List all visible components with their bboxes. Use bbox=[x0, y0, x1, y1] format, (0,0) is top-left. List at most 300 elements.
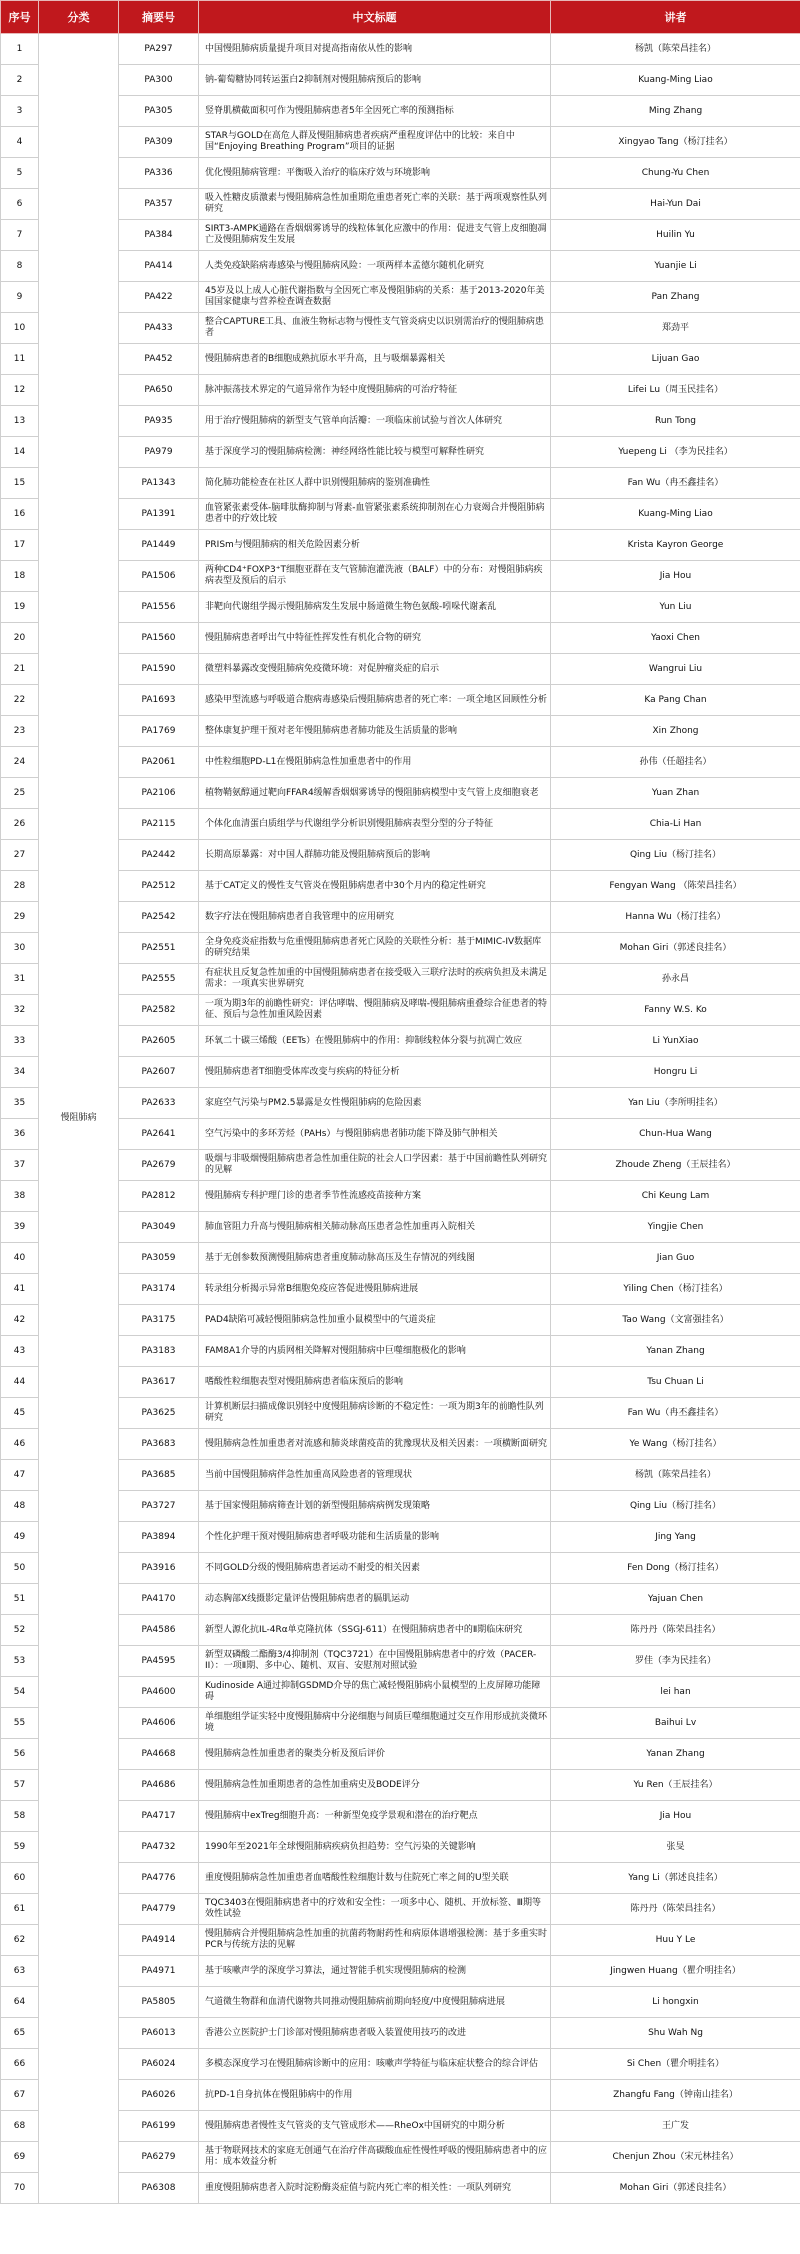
abstract-title: 全身免疫炎症指数与危重慢阻肺病患者死亡风险的关联性分析：基于MIMIC-IV数据库的研究结果 bbox=[199, 933, 551, 964]
speaker-name: Fen Dong（杨汀挂名） bbox=[551, 1553, 800, 1584]
table-row bbox=[1, 1770, 800, 1801]
speaker-name: Tsu Chuan Li bbox=[551, 1367, 800, 1398]
abstract-title: 吸烟与非吸烟慢阻肺病患者急性加重住院的社会人口学因素：基于中国前瞻性队列研究的见解 bbox=[199, 1150, 551, 1181]
row-number: 22 bbox=[1, 685, 39, 716]
row-number: 32 bbox=[1, 995, 39, 1026]
abstract-id: PA422 bbox=[119, 282, 199, 313]
row-number: 11 bbox=[1, 344, 39, 375]
abstract-title: 环氧二十碳三烯酸（EETs）在慢阻肺病中的作用：抑制线粒体分裂与抗凋亡效应 bbox=[199, 1026, 551, 1057]
abstract-id: PA4717 bbox=[119, 1801, 199, 1832]
row-number: 5 bbox=[1, 158, 39, 189]
table-row bbox=[1, 127, 800, 158]
row-number: 57 bbox=[1, 1770, 39, 1801]
table-row bbox=[1, 809, 800, 840]
abstract-id: PA4971 bbox=[119, 1956, 199, 1987]
abstract-title: 吸入性糖皮质激素与慢阻肺病急性加重期危重患者死亡率的关联：基于两项观察性队列研究 bbox=[199, 189, 551, 220]
abstract-id: PA2551 bbox=[119, 933, 199, 964]
speaker-name: Hanna Wu（杨汀挂名） bbox=[551, 902, 800, 933]
abstract-id: PA3625 bbox=[119, 1398, 199, 1429]
speaker-name: Baihui Lv bbox=[551, 1708, 800, 1739]
row-number: 15 bbox=[1, 468, 39, 499]
category-cell: 慢阻肺病 bbox=[39, 34, 119, 2204]
abstract-id: PA5805 bbox=[119, 1987, 199, 2018]
table-row bbox=[1, 1987, 800, 2018]
row-number: 25 bbox=[1, 778, 39, 809]
abstract-id: PA1506 bbox=[119, 561, 199, 592]
abstract-id: PA2607 bbox=[119, 1057, 199, 1088]
table-row bbox=[1, 1336, 800, 1367]
row-number: 14 bbox=[1, 437, 39, 468]
abstract-id: PA3049 bbox=[119, 1212, 199, 1243]
abstract-id: PA2633 bbox=[119, 1088, 199, 1119]
speaker-name: Si Chen（瞿介明挂名） bbox=[551, 2049, 800, 2080]
table-row bbox=[1, 1584, 800, 1615]
speaker-name: Jing Yang bbox=[551, 1522, 800, 1553]
speaker-name: Zhangfu Fang（钟南山挂名） bbox=[551, 2080, 800, 2111]
row-number: 46 bbox=[1, 1429, 39, 1460]
row-number: 39 bbox=[1, 1212, 39, 1243]
row-number: 64 bbox=[1, 1987, 39, 2018]
abstract-id: PA433 bbox=[119, 313, 199, 344]
abstract-title: PRISm与慢阻肺病的相关危险因素分析 bbox=[199, 530, 551, 561]
table-row bbox=[1, 747, 800, 778]
row-number: 58 bbox=[1, 1801, 39, 1832]
table-header-row bbox=[1, 1, 800, 34]
abstract-title: 感染甲型流感与呼吸道合胞病毒感染后慢阻肺病患者的死亡率：一项全地区回顾性分析 bbox=[199, 685, 551, 716]
row-number: 51 bbox=[1, 1584, 39, 1615]
table-row bbox=[1, 530, 800, 561]
row-number: 31 bbox=[1, 964, 39, 995]
table-row bbox=[1, 1057, 800, 1088]
abstract-title: 慢阻肺病合并慢阻肺病急性加重的抗菌药物耐药性和病原体谱增强检测：基于多重实时PCR与传统方法的见解 bbox=[199, 1925, 551, 1956]
table-row bbox=[1, 778, 800, 809]
row-number: 40 bbox=[1, 1243, 39, 1274]
row-number: 55 bbox=[1, 1708, 39, 1739]
abstract-id: PA4686 bbox=[119, 1770, 199, 1801]
speaker-name: Yang Li（郭述良挂名） bbox=[551, 1863, 800, 1894]
table-row bbox=[1, 251, 800, 282]
abstract-id: PA2641 bbox=[119, 1119, 199, 1150]
table-row bbox=[1, 1894, 800, 1925]
abstract-id: PA4668 bbox=[119, 1739, 199, 1770]
row-number: 6 bbox=[1, 189, 39, 220]
table-row bbox=[1, 96, 800, 127]
row-number: 19 bbox=[1, 592, 39, 623]
table-row bbox=[1, 1832, 800, 1863]
table-row bbox=[1, 1429, 800, 1460]
abstract-title: 两种CD4⁺FOXP3⁺T细胞亚群在支气管肺泡灌洗液（BALF）中的分布：对慢阻肺病疾病表型及预后的启示 bbox=[199, 561, 551, 592]
speaker-name: 孙伟（任超挂名） bbox=[551, 747, 800, 778]
row-number: 21 bbox=[1, 654, 39, 685]
table-row bbox=[1, 1553, 800, 1584]
row-number: 3 bbox=[1, 96, 39, 127]
row-number: 30 bbox=[1, 933, 39, 964]
abstract-title: 数字疗法在慢阻肺病患者自我管理中的应用研究 bbox=[199, 902, 551, 933]
speaker-name: Hongru Li bbox=[551, 1057, 800, 1088]
row-number: 33 bbox=[1, 1026, 39, 1057]
table-row bbox=[1, 499, 800, 530]
row-number: 43 bbox=[1, 1336, 39, 1367]
abstract-id: PA1560 bbox=[119, 623, 199, 654]
speaker-name: Xingyao Tang（杨汀挂名） bbox=[551, 127, 800, 158]
speaker-name: 杨凯（陈荣昌挂名） bbox=[551, 34, 800, 65]
abstract-title: 基于物联网技术的家庭无创通气在治疗伴高碳酸血症性慢性呼吸的慢阻肺病患者中的应用：成本效益分析 bbox=[199, 2142, 551, 2173]
abstract-id: PA6199 bbox=[119, 2111, 199, 2142]
speaker-name: Yuan Zhan bbox=[551, 778, 800, 809]
abstract-id: PA3183 bbox=[119, 1336, 199, 1367]
table-row bbox=[1, 375, 800, 406]
speaker-name: 罗佳（李为民挂名） bbox=[551, 1646, 800, 1677]
table-row bbox=[1, 1460, 800, 1491]
abstract-id: PA979 bbox=[119, 437, 199, 468]
abstract-title: 个体化血清蛋白质组学与代谢组学分析识别慢阻肺病表型分型的分子特征 bbox=[199, 809, 551, 840]
speaker-name: Jingwen Huang（瞿介明挂名） bbox=[551, 1956, 800, 1987]
abstract-id: PA2442 bbox=[119, 840, 199, 871]
table-row bbox=[1, 1026, 800, 1057]
table-row bbox=[1, 1739, 800, 1770]
table-row bbox=[1, 282, 800, 313]
table-row bbox=[1, 654, 800, 685]
speaker-name: 孙永昌 bbox=[551, 964, 800, 995]
abstract-id: PA414 bbox=[119, 251, 199, 282]
abstract-title: SIRT3-AMPK通路在香烟烟雾诱导的线粒体氧化应激中的作用：促进支气管上皮细胞凋亡及慢阻肺病发生发展 bbox=[199, 220, 551, 251]
table-row bbox=[1, 1615, 800, 1646]
table-row bbox=[1, 1274, 800, 1305]
abstract-id: PA935 bbox=[119, 406, 199, 437]
abstract-id: PA4779 bbox=[119, 1894, 199, 1925]
speaker-name: 陈丹丹（陈荣昌挂名） bbox=[551, 1894, 800, 1925]
row-number: 9 bbox=[1, 282, 39, 313]
abstract-id: PA297 bbox=[119, 34, 199, 65]
abstract-title: FAM8A1介导的内质网相关降解对慢阻肺病中巨噬细胞极化的影响 bbox=[199, 1336, 551, 1367]
abstract-title: 慢阻肺病急性加重患者对流感和肺炎球菌疫苗的犹豫现状及相关因素：一项横断面研究 bbox=[199, 1429, 551, 1460]
abstract-id: PA2555 bbox=[119, 964, 199, 995]
abstract-id: PA2061 bbox=[119, 747, 199, 778]
speaker-name: Run Tong bbox=[551, 406, 800, 437]
table-body bbox=[1, 34, 800, 2204]
header-speaker: 讲者 bbox=[551, 1, 800, 34]
speaker-name: Xin Zhong bbox=[551, 716, 800, 747]
speaker-name: Chun-Hua Wang bbox=[551, 1119, 800, 1150]
row-number: 18 bbox=[1, 561, 39, 592]
abstract-id: PA3683 bbox=[119, 1429, 199, 1460]
abstract-id: PA1693 bbox=[119, 685, 199, 716]
speaker-name: Kuang-Ming Liao bbox=[551, 65, 800, 96]
abstract-title: 微塑料暴露改变慢阻肺病免疫微环境：对促肿瘤炎症的启示 bbox=[199, 654, 551, 685]
table-row bbox=[1, 1956, 800, 1987]
abstract-title: 转录组分析揭示异常B细胞免疫应答促进慢阻肺病进展 bbox=[199, 1274, 551, 1305]
speaker-name: Yuanjie Li bbox=[551, 251, 800, 282]
abstract-title: 简化肺功能检查在社区人群中识别慢阻肺病的鉴别准确性 bbox=[199, 468, 551, 499]
abstract-title: 整合CAPTURE工具、血液生物标志物与慢性支气管炎病史以识别需治疗的慢阻肺病患者 bbox=[199, 313, 551, 344]
abstract-id: PA4776 bbox=[119, 1863, 199, 1894]
abstract-title: 竖脊肌横截面积可作为慢阻肺病患者5年全因死亡率的预测指标 bbox=[199, 96, 551, 127]
abstract-title: 脉冲振荡技术界定的气道异常作为轻中度慢阻肺病的可治疗特征 bbox=[199, 375, 551, 406]
row-number: 1 bbox=[1, 34, 39, 65]
row-number: 20 bbox=[1, 623, 39, 654]
abstract-title: 血管紧张素受体-脑啡肽酶抑制与肾素-血管紧张素系统抑制剂在心力衰竭合并慢阻肺病患者中的疗效比较 bbox=[199, 499, 551, 530]
abstract-id: PA3894 bbox=[119, 1522, 199, 1553]
speaker-name: Huilin Yu bbox=[551, 220, 800, 251]
row-number: 48 bbox=[1, 1491, 39, 1522]
abstract-title: 用于治疗慢阻肺病的新型支气管单向活瓣：一项临床前试验与首次人体研究 bbox=[199, 406, 551, 437]
row-number: 47 bbox=[1, 1460, 39, 1491]
abstract-title: PAD4缺陷可减轻慢阻肺病急性加重小鼠模型中的气道炎症 bbox=[199, 1305, 551, 1336]
row-number: 52 bbox=[1, 1615, 39, 1646]
row-number: 62 bbox=[1, 1925, 39, 1956]
speaker-name: Qing Liu（杨汀挂名） bbox=[551, 1491, 800, 1522]
row-number: 29 bbox=[1, 902, 39, 933]
speaker-name: Lijuan Gao bbox=[551, 344, 800, 375]
speaker-name: Li YunXiao bbox=[551, 1026, 800, 1057]
abstract-title: 基于咳嗽声学的深度学习算法，通过智能手机实现慢阻肺病的检测 bbox=[199, 1956, 551, 1987]
row-number: 61 bbox=[1, 1894, 39, 1925]
table-row bbox=[1, 561, 800, 592]
abstract-title: 钠-葡萄糖协同转运蛋白2抑制剂对慢阻肺病预后的影响 bbox=[199, 65, 551, 96]
abstract-title: 重度慢阻肺病患者入院时淀粉酶炎症值与院内死亡率的相关性：一项队列研究 bbox=[199, 2173, 551, 2204]
abstract-id: PA6279 bbox=[119, 2142, 199, 2173]
row-number: 41 bbox=[1, 1274, 39, 1305]
abstract-id: PA1391 bbox=[119, 499, 199, 530]
table-row bbox=[1, 871, 800, 902]
table-row bbox=[1, 1925, 800, 1956]
abstract-title: 长期高原暴露：对中国人群肺功能及慢阻肺病预后的影响 bbox=[199, 840, 551, 871]
row-number: 68 bbox=[1, 2111, 39, 2142]
abstract-id: PA3685 bbox=[119, 1460, 199, 1491]
speaker-name: Fan Wu（冉丕鑫挂名） bbox=[551, 1398, 800, 1429]
abstract-id: PA4586 bbox=[119, 1615, 199, 1646]
abstract-title: 慢阻肺病中exTreg细胞升高：一种新型免疫学景观和潜在的治疗靶点 bbox=[199, 1801, 551, 1832]
abstract-title: 计算机断层扫描成像识别轻中度慢阻肺病诊断的不稳定性：一项为期3年的前瞻性队列研究 bbox=[199, 1398, 551, 1429]
table-row bbox=[1, 1677, 800, 1708]
table-row bbox=[1, 1150, 800, 1181]
row-number: 70 bbox=[1, 2173, 39, 2204]
table-row bbox=[1, 189, 800, 220]
abstract-id: PA6013 bbox=[119, 2018, 199, 2049]
header-seq: 序号 bbox=[1, 1, 39, 34]
table-row bbox=[1, 313, 800, 344]
row-number: 24 bbox=[1, 747, 39, 778]
speaker-name: Fengyan Wang （陈荣昌挂名） bbox=[551, 871, 800, 902]
table-row bbox=[1, 1646, 800, 1677]
row-number: 26 bbox=[1, 809, 39, 840]
abstract-id: PA4914 bbox=[119, 1925, 199, 1956]
row-number: 45 bbox=[1, 1398, 39, 1429]
abstract-title: 优化慢阻肺病管理：平衡吸入治疗的临床疗效与环境影响 bbox=[199, 158, 551, 189]
speaker-name: 杨凯（陈荣昌挂名） bbox=[551, 1460, 800, 1491]
table-row bbox=[1, 406, 800, 437]
row-number: 44 bbox=[1, 1367, 39, 1398]
row-number: 66 bbox=[1, 2049, 39, 2080]
table-row bbox=[1, 220, 800, 251]
speaker-name: Yun Liu bbox=[551, 592, 800, 623]
abstract-title: 慢阻肺病患者T细胞受体库改变与疾病的特征分析 bbox=[199, 1057, 551, 1088]
abstract-id: PA2512 bbox=[119, 871, 199, 902]
abstract-title: Kudinoside A通过抑制GSDMD介导的焦亡减轻慢阻肺病小鼠模型的上皮屏障功能障碍 bbox=[199, 1677, 551, 1708]
abstract-title: 慢阻肺病专科护理门诊的患者季节性流感疫苗接种方案 bbox=[199, 1181, 551, 1212]
abstract-title: 有症状且反复急性加重的中国慢阻肺病患者在接受吸入三联疗法时的疾病负担及未满足需求：一项真实世界研究 bbox=[199, 964, 551, 995]
speaker-name: Hai-Yun Dai bbox=[551, 189, 800, 220]
abstract-title: 植物鞘氨醇通过靶向FFAR4缓解香烟烟雾诱导的慢阻肺病模型中支气管上皮细胞衰老 bbox=[199, 778, 551, 809]
row-number: 4 bbox=[1, 127, 39, 158]
abstract-id: PA4600 bbox=[119, 1677, 199, 1708]
abstract-title: 慢阻肺病急性加重患者的聚类分析及预后评价 bbox=[199, 1739, 551, 1770]
row-number: 13 bbox=[1, 406, 39, 437]
table-row bbox=[1, 2173, 800, 2204]
abstract-id: PA2582 bbox=[119, 995, 199, 1026]
abstract-id: PA6308 bbox=[119, 2173, 199, 2204]
abstract-title: 抗PD-1自身抗体在慢阻肺病中的作用 bbox=[199, 2080, 551, 2111]
speaker-name: Tao Wang（文富强挂名） bbox=[551, 1305, 800, 1336]
table-row bbox=[1, 1181, 800, 1212]
table-row bbox=[1, 964, 800, 995]
row-number: 8 bbox=[1, 251, 39, 282]
table-row bbox=[1, 1801, 800, 1832]
abstract-id: PA3059 bbox=[119, 1243, 199, 1274]
table-row bbox=[1, 623, 800, 654]
table-row bbox=[1, 840, 800, 871]
abstract-title: 肺血管阻力升高与慢阻肺病相关肺动脉高压患者急性加重再入院相关 bbox=[199, 1212, 551, 1243]
table-row bbox=[1, 2111, 800, 2142]
row-number: 12 bbox=[1, 375, 39, 406]
abstract-title: 多模态深度学习在慢阻肺病诊断中的应用：咳嗽声学特征与临床症状整合的综合评估 bbox=[199, 2049, 551, 2080]
table-row bbox=[1, 2049, 800, 2080]
speaker-name: Lifei Lu（周玉民挂名） bbox=[551, 375, 800, 406]
table-row bbox=[1, 1088, 800, 1119]
abstract-id: PA4595 bbox=[119, 1646, 199, 1677]
row-number: 63 bbox=[1, 1956, 39, 1987]
table-row bbox=[1, 1708, 800, 1739]
row-number: 54 bbox=[1, 1677, 39, 1708]
abstract-id: PA384 bbox=[119, 220, 199, 251]
speaker-name: 陈丹丹（陈荣昌挂名） bbox=[551, 1615, 800, 1646]
speaker-name: Yuepeng Li （李为民挂名） bbox=[551, 437, 800, 468]
speaker-name: Yanan Zhang bbox=[551, 1336, 800, 1367]
row-number: 36 bbox=[1, 1119, 39, 1150]
abstract-id: PA1769 bbox=[119, 716, 199, 747]
table-row bbox=[1, 34, 800, 65]
abstract-title: 慢阻肺病急性加重期患者的急性加重病史及BODE评分 bbox=[199, 1770, 551, 1801]
speaker-name: Krista Kayron George bbox=[551, 530, 800, 561]
abstract-title: 动态胸部X线摄影定量评估慢阻肺病患者的膈肌运动 bbox=[199, 1584, 551, 1615]
row-number: 56 bbox=[1, 1739, 39, 1770]
header-title: 中文标题 bbox=[199, 1, 551, 34]
row-number: 67 bbox=[1, 2080, 39, 2111]
abstract-title: 香港公立医院护士门诊部对慢阻肺病患者吸入装置使用技巧的改进 bbox=[199, 2018, 551, 2049]
row-number: 2 bbox=[1, 65, 39, 96]
abstract-title: 基于国家慢阻肺病筛查计划的新型慢阻肺病病例发现策略 bbox=[199, 1491, 551, 1522]
speaker-name: Mohan Giri（郭述良挂名） bbox=[551, 933, 800, 964]
table-row bbox=[1, 344, 800, 375]
table-row bbox=[1, 933, 800, 964]
row-number: 37 bbox=[1, 1150, 39, 1181]
speaker-name: Yanan Zhang bbox=[551, 1739, 800, 1770]
row-number: 42 bbox=[1, 1305, 39, 1336]
speaker-name: Yan Liu（李所明挂名） bbox=[551, 1088, 800, 1119]
abstract-title: STAR与GOLD在高危人群及慢阻肺病患者疾病严重程度评估中的比较：来自中国“Enjoying Breathing Program”项目的证据 bbox=[199, 127, 551, 158]
speaker-name: Kuang-Ming Liao bbox=[551, 499, 800, 530]
abstract-id: PA309 bbox=[119, 127, 199, 158]
table-row bbox=[1, 1243, 800, 1274]
row-number: 60 bbox=[1, 1863, 39, 1894]
abstract-id: PA1449 bbox=[119, 530, 199, 561]
speaker-name: Yu Ren（王辰挂名） bbox=[551, 1770, 800, 1801]
table-row bbox=[1, 1863, 800, 1894]
abstract-title: 重度慢阻肺病急性加重患者血嗜酸性粒细胞计数与住院死亡率之间的U型关联 bbox=[199, 1863, 551, 1894]
abstract-title: 不同GOLD分级的慢阻肺病患者运动不耐受的相关因素 bbox=[199, 1553, 551, 1584]
abstract-id: PA650 bbox=[119, 375, 199, 406]
row-number: 50 bbox=[1, 1553, 39, 1584]
table-row bbox=[1, 2018, 800, 2049]
speaker-name: Jia Hou bbox=[551, 1801, 800, 1832]
speaker-name: Chung-Yu Chen bbox=[551, 158, 800, 189]
table-row bbox=[1, 65, 800, 96]
row-number: 27 bbox=[1, 840, 39, 871]
abstract-id: PA3727 bbox=[119, 1491, 199, 1522]
abstract-title: 个性化护理干预对慢阻肺病患者呼吸功能和生活质量的影响 bbox=[199, 1522, 551, 1553]
table-row bbox=[1, 995, 800, 1026]
abstract-id: PA1343 bbox=[119, 468, 199, 499]
speaker-name: Mohan Giri（郭述良挂名） bbox=[551, 2173, 800, 2204]
abstract-id: PA3175 bbox=[119, 1305, 199, 1336]
row-number: 49 bbox=[1, 1522, 39, 1553]
table-row bbox=[1, 1367, 800, 1398]
abstract-id: PA4606 bbox=[119, 1708, 199, 1739]
speaker-name: lei han bbox=[551, 1677, 800, 1708]
speaker-name: Yingjie Chen bbox=[551, 1212, 800, 1243]
speaker-name: Zhoude Zheng（王辰挂名） bbox=[551, 1150, 800, 1181]
abstract-title: 非靶向代谢组学揭示慢阻肺病发生发展中肠道微生物色氨酸-吲哚代谢紊乱 bbox=[199, 592, 551, 623]
abstract-title: 整体康复护理干预对老年慢阻肺病患者肺功能及生活质量的影响 bbox=[199, 716, 551, 747]
table-row bbox=[1, 1491, 800, 1522]
abstract-title: 单细胞组学证实轻中度慢阻肺病中分泌细胞与间质巨噬细胞通过交互作用形成抗炎微环境 bbox=[199, 1708, 551, 1739]
speaker-name: Huu Y Le bbox=[551, 1925, 800, 1956]
abstract-id: PA2679 bbox=[119, 1150, 199, 1181]
row-number: 38 bbox=[1, 1181, 39, 1212]
row-number: 28 bbox=[1, 871, 39, 902]
table-row bbox=[1, 1119, 800, 1150]
abstract-id: PA3916 bbox=[119, 1553, 199, 1584]
table-row bbox=[1, 437, 800, 468]
table-row bbox=[1, 1212, 800, 1243]
speaker-name: Li hongxin bbox=[551, 1987, 800, 2018]
row-number: 17 bbox=[1, 530, 39, 561]
speaker-name: Shu Wah Ng bbox=[551, 2018, 800, 2049]
row-number: 59 bbox=[1, 1832, 39, 1863]
abstract-title: 新型双磷酸二酯酶3/4抑制剂（TQC3721）在中国慢阻肺病患者中的疗效（PACER-II）：一项Ⅱ期、多中心、随机、双盲、安慰剂对照试验 bbox=[199, 1646, 551, 1677]
abstract-title: 基于深度学习的慢阻肺病检测：神经网络性能比较与模型可解释性研究 bbox=[199, 437, 551, 468]
abstract-title: 基于无创参数预测慢阻肺病患者重度肺动脉高压及生存情况的列线图 bbox=[199, 1243, 551, 1274]
abstract-title: 嗜酸性粒细胞表型对慢阻肺病患者临床预后的影响 bbox=[199, 1367, 551, 1398]
abstract-id: PA357 bbox=[119, 189, 199, 220]
abstract-id: PA1556 bbox=[119, 592, 199, 623]
speaker-name: Ka Pang Chan bbox=[551, 685, 800, 716]
table-row bbox=[1, 592, 800, 623]
speaker-name: Yiling Chen（杨汀挂名） bbox=[551, 1274, 800, 1305]
speaker-name: Wangrui Liu bbox=[551, 654, 800, 685]
abstract-id: PA2106 bbox=[119, 778, 199, 809]
speaker-name: Jia Hou bbox=[551, 561, 800, 592]
table-row bbox=[1, 468, 800, 499]
speaker-name: Qing Liu（杨汀挂名） bbox=[551, 840, 800, 871]
speaker-name: 王广发 bbox=[551, 2111, 800, 2142]
abstract-title: 当前中国慢阻肺病伴急性加重高风险患者的管理现状 bbox=[199, 1460, 551, 1491]
abstract-title: 空气污染中的多环芳烃（PAHs）与慢阻肺病患者肺功能下降及肺气肿相关 bbox=[199, 1119, 551, 1150]
speaker-name: Fan Wu（冉丕鑫挂名） bbox=[551, 468, 800, 499]
row-number: 35 bbox=[1, 1088, 39, 1119]
table-row bbox=[1, 1398, 800, 1429]
abstract-title: 家庭空气污染与PM2.5暴露是女性慢阻肺病的危险因素 bbox=[199, 1088, 551, 1119]
